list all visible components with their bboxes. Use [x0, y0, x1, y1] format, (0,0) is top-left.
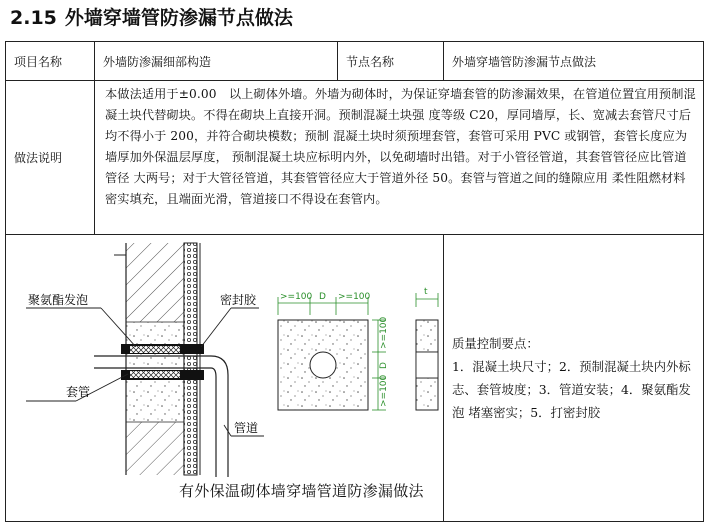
method-label: 做法说明 — [6, 81, 95, 235]
spec-table — [5, 41, 704, 522]
block-side — [416, 287, 438, 410]
project-name-label: 项目名称 — [6, 42, 95, 81]
foam-fill-bottom — [130, 371, 180, 378]
quality-text: 1．混凝土块尺寸；2．预制混凝土块内外标志、套管坡度；3．管道安装；4．聚氨酯发泡 堵塞密实；5．打密封胶 — [452, 359, 691, 420]
table-row-description — [6, 81, 704, 235]
pipe-hole — [310, 352, 336, 378]
pipe-bend-outer — [211, 356, 228, 477]
dim-top-3: >=100 — [338, 292, 371, 302]
label-foam: 聚氨酯发泡 — [28, 293, 89, 307]
dim-right-1: >=100 — [379, 316, 389, 349]
label-pipe: 管道 — [234, 421, 259, 435]
pipe-bend-inner — [211, 368, 216, 477]
dim-right-3: >=100 — [379, 374, 389, 407]
insulation-layer — [184, 243, 197, 475]
section-heading — [10, 3, 293, 30]
quality-title: 质量控制要点： — [452, 336, 539, 351]
table-row-project — [6, 42, 704, 81]
label-sleeve: 套管 — [66, 385, 91, 399]
dim-right-2: D — [379, 362, 389, 369]
node-name-value: 外墙穿墙管防渗漏节点做法 — [444, 42, 704, 81]
method-description-text: 本做法适用于±0.00 以上砌体外墙。外墙为砌体时，为保证穿墙套管的防渗漏效果，在管道位置宜用预制混凝土块代替砌块。不得在砌块上直接开洞。预制混凝土块强 度等级 C20，厚同墙厚，长、宽减去套管尺寸后均不得小于 200，并符合砌块模数；预制 混凝土块时须预埋套管，套管可采用 PVC 或钢管，套管长度应为墙厚加外保温层厚度， 预制混凝土块应标明内外，以免砌墙时出错。对于小管径管道，其套管管径应比管道管径 大两号；对于大管径管道，其套管管径应大于管道外径 50。套管与管道之间的缝隙应用 柔性阻燃材料密实填充，且端面光滑，管道接口不得设在套管内。 — [105, 87, 696, 206]
dim-top-1: >=100 — [280, 292, 313, 302]
detail-drawing — [6, 235, 470, 521]
table-row-figure — [6, 235, 704, 522]
node-name-label: 节点名称 — [338, 42, 444, 81]
method-description — [95, 81, 704, 235]
section-number: 2.15 — [10, 7, 57, 29]
figure-caption: 有外保温砌体墙穿墙管道防渗漏做法 — [179, 482, 424, 500]
label-sealant: 密封胶 — [220, 293, 257, 307]
detail-figure-cell — [6, 235, 444, 522]
project-name-value: 外墙防渗漏细部构造 — [95, 42, 338, 81]
section-title: 外墙穿墙管防渗漏节点做法 — [64, 7, 293, 29]
dim-thickness-label: t — [424, 287, 428, 297]
block-elevation — [278, 292, 389, 410]
dim-top-2: D — [319, 292, 326, 302]
wall-section — [114, 243, 200, 475]
quality-control-cell — [444, 235, 704, 522]
foam-fill-top — [130, 346, 180, 353]
